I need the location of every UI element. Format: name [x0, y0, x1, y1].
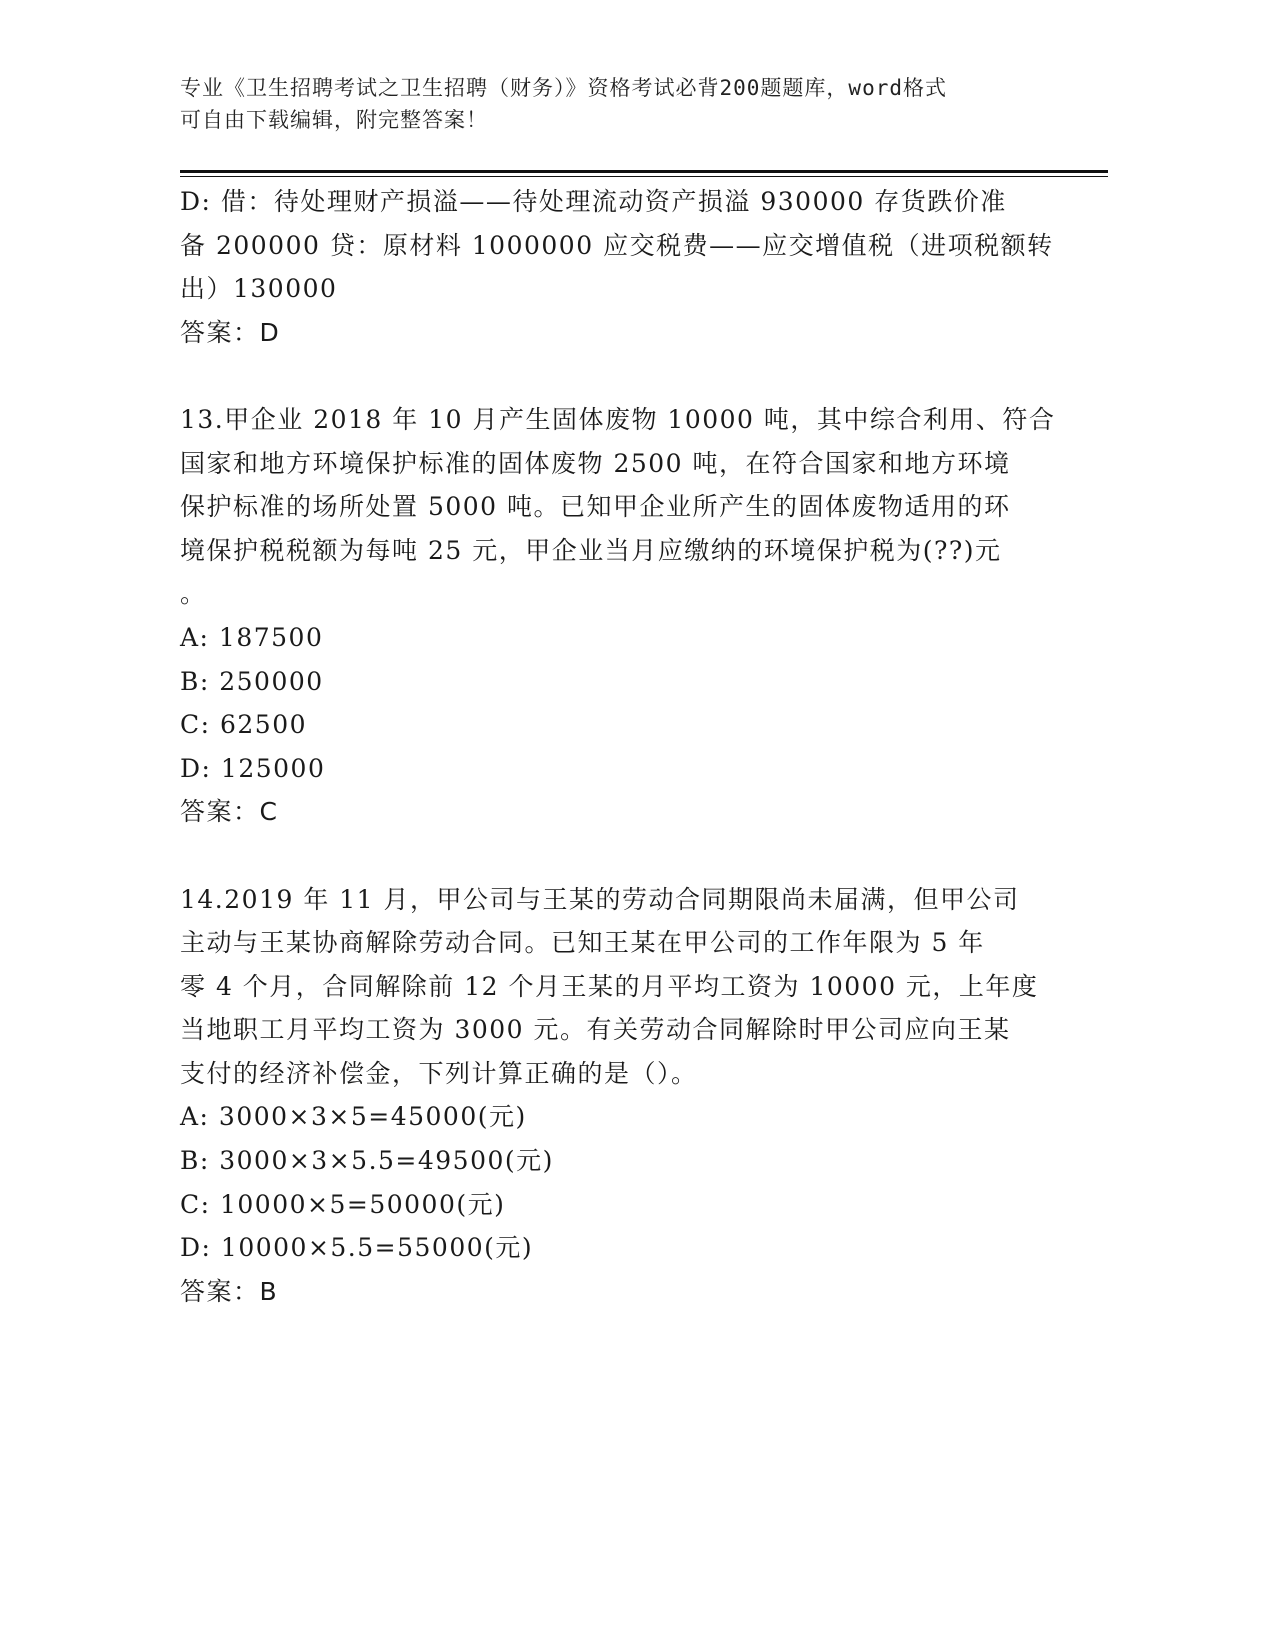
option-a: A: 187500 [180, 622, 324, 652]
question-stem-line: 境保护税税额为每吨 25 元，甲企业当月应缴纳的环境保护税为(??)元 [180, 535, 1002, 565]
option-d: D: 125000 [180, 753, 326, 783]
document-body [180, 180, 1056, 1313]
question-stem-line: 14.2019 年 11 月，甲公司与王某的劳动合同期限尚未届满，但甲公司 [180, 884, 1020, 914]
header-divider-thick [180, 170, 1108, 173]
document-header [180, 72, 1040, 136]
question-stem-line: 支付的经济补偿金，下列计算正确的是（）。 [180, 1058, 698, 1088]
header-title-line-2: 可自由下载编辑，附完整答案！ [180, 108, 488, 132]
option-d-line: 出）130000 [180, 274, 338, 304]
question-stem-line: 13.甲企业 2018 年 10 月产生固体废物 10000 吨，其中综合利用、符合 [180, 404, 1056, 434]
question-stem-line: 主动与王某协商解除劳动合同。已知王某在甲公司的工作年限为 5 年 [180, 928, 985, 958]
question-stem-line: 当地职工月平均工资为 3000 元。有关劳动合同解除时甲公司应向王某 [180, 1015, 1011, 1045]
option-b: B: 3000×3×5.5=49500(元) [180, 1146, 554, 1176]
answer-line: 答案：B [180, 1276, 279, 1306]
answer-line: 答案：D [180, 317, 281, 347]
question-stem-line: 零 4 个月，合同解除前 12 个月王某的月平均工资为 10000 元，上年度 [180, 971, 1039, 1001]
previous-question-tail [180, 180, 1054, 354]
answer-line: 答案：C [180, 797, 279, 827]
header-divider-thin [180, 176, 1108, 177]
question-spacer [180, 834, 1050, 878]
option-c: C: 10000×5=50000(元) [180, 1189, 506, 1219]
question-spacer [180, 354, 1050, 398]
option-a: A: 3000×3×5=45000(元) [180, 1102, 527, 1132]
option-b: B: 250000 [180, 666, 324, 696]
header-title-line-1: 专业《卫生招聘考试之卫生招聘（财务）》资格考试必背200题题库，word格式 [180, 76, 947, 100]
question-stem-line: 国家和地方环境保护标准的固体废物 2500 吨，在符合国家和地方环境 [180, 448, 1011, 478]
question-stem-line: 。 [180, 579, 207, 609]
option-d: D: 10000×5.5=55000(元) [180, 1233, 534, 1263]
question-stem-line: 保护标准的场所处置 5000 吨。已知甲企业所产生的固体废物适用的环 [180, 492, 1011, 522]
option-c: C: 62500 [180, 710, 308, 740]
question-13 [180, 398, 1056, 834]
question-14 [180, 878, 1050, 1314]
option-d-line: 备 200000 贷：原材料 1000000 应交税费——应交增值税（进项税额转 [180, 230, 1054, 260]
option-d-line: D: 借：待处理财产损溢——待处理流动资产损溢 930000 存货跌价准 [180, 187, 1007, 216]
